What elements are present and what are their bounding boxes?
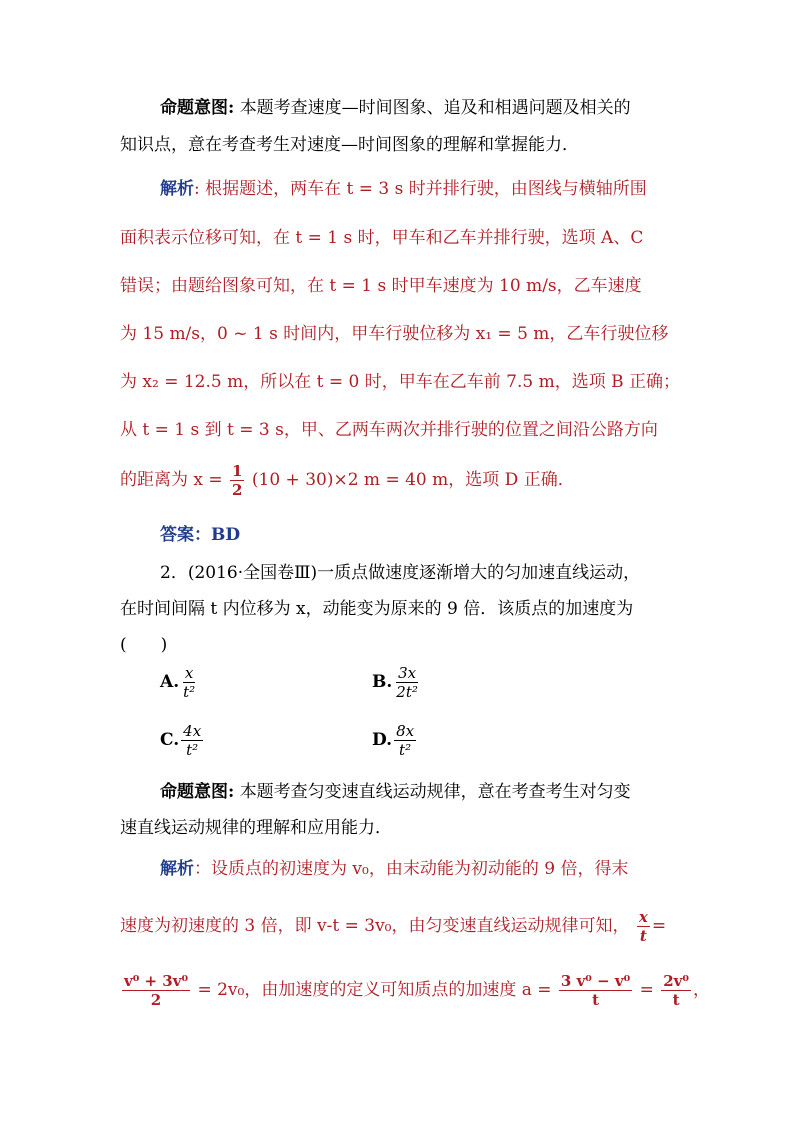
analysis-text-7-pre: 的距离为 x =: [120, 470, 223, 490]
intent-label: 命题意图:: [160, 98, 235, 118]
analysis-label: 解析: [160, 179, 194, 199]
intent2-line-2: 速直线运动规律的理解和应用能力．: [120, 818, 392, 838]
option-b-fraction: [394, 664, 420, 701]
option-d-label: D.: [372, 730, 393, 750]
analysis2-eq: =: [639, 980, 654, 1000]
intent2-label: 命题意图:: [160, 782, 235, 802]
question-stem-3: ( ): [120, 635, 168, 655]
question-stem-2: 在时间间隔 t 内位移为 x，动能变为原来的 9 倍．该质点的加速度为: [120, 599, 634, 619]
option-c-num: 4x: [183, 722, 202, 740]
analysis2-end: ，: [692, 980, 710, 1000]
analysis-line-5: 为 x₂ = 12.5 m，所以在 t = 0 时，甲车在乙车前 7.5 m，选项 B 正确；: [120, 372, 681, 392]
option-a[interactable]: [160, 664, 199, 701]
fraction-numerator: 1: [232, 462, 243, 480]
option-c-label: C.: [160, 730, 180, 750]
option-b-num: 3x: [398, 664, 417, 682]
option-d[interactable]: [372, 722, 418, 759]
option-d-den: t²: [399, 741, 412, 759]
accel-fraction-2-num: 2v⁰: [663, 972, 689, 990]
analysis2-text-1: ：设质点的初速度为 v₀，由末动能为初动能的 9 倍，得末: [194, 859, 629, 879]
intent-text-1: 本题考查速度—时间图象、追及和相遇问题及相关的: [239, 98, 631, 118]
half-fraction: [230, 462, 244, 499]
answer-label: 答案: [160, 525, 194, 545]
option-b-den: 2t²: [396, 683, 418, 701]
answer-line: [160, 523, 240, 547]
analysis2-text-2-pre: 速度为初速度的 3 倍，即 v-t = 3v₀，由匀变速直线运动规律可知，: [120, 916, 630, 936]
analysis2-line-1: [160, 857, 628, 881]
intent2-line-1: [160, 780, 631, 804]
avg-velocity-num: v⁰ + 3v⁰: [124, 972, 189, 990]
analysis2-line-2: [120, 908, 666, 945]
fraction-denominator: 2: [232, 481, 243, 499]
question-stem-1: 2．(2016·全国卷Ⅲ)一质点做速度逐渐增大的匀加速直线运动，: [160, 563, 641, 583]
option-c-fraction: [181, 722, 203, 759]
option-b-label: B.: [372, 672, 393, 692]
intent-line-1: [160, 96, 631, 120]
option-a-label: A.: [160, 672, 180, 692]
option-a-den: t²: [183, 683, 196, 701]
option-b[interactable]: [372, 664, 422, 701]
analysis2-text-2-post: =: [651, 916, 667, 936]
answer-value: ：BD: [194, 525, 241, 545]
avg-velocity-den: 2: [150, 991, 162, 1009]
intent-line-2: 知识点，意在考查考生对速度—时间图象的理解和掌握能力．: [120, 135, 579, 155]
accel-fraction-1-num: 3 v⁰ − v⁰: [560, 972, 631, 990]
accel-fraction-1-den: t: [592, 991, 600, 1009]
analysis-text-1: : 根据题述，两车在 t = 3 s 时并排行驶，由图线与横轴所围: [194, 179, 647, 199]
avg-velocity-fraction: [122, 972, 190, 1009]
analysis2-label: 解析: [160, 859, 194, 879]
analysis-line-2: 面积表示位移可知，在 t = 1 s 时，甲车和乙车并排行驶，选项 A、C: [120, 228, 644, 248]
analysis-line-6: 从 t = 1 s 到 t = 3 s，甲、乙两车两次并排行驶的位置之间沿公路方向: [120, 420, 658, 440]
accel-fraction-1: [559, 972, 632, 1009]
x-over-t-den: t: [639, 927, 647, 945]
x-over-t-fraction: [637, 908, 650, 945]
accel-fraction-2: [661, 972, 691, 1009]
analysis-line-4: 为 15 m/s，0 ~ 1 s 时间内，甲车行驶位移为 x₁ = 5 m，乙车行驶位移: [120, 324, 669, 344]
analysis-text-7-post: (10 + 30)×2 m = 40 m，选项 D 正确．: [251, 470, 575, 490]
option-d-num: 8x: [396, 722, 415, 740]
option-a-fraction: [181, 664, 197, 701]
intent2-text-1: 本题考查匀变速直线运动规律，意在考查考生对匀变: [239, 782, 631, 802]
x-over-t-num: x: [638, 908, 648, 926]
option-c-den: t²: [186, 741, 199, 759]
accel-fraction-2-den: t: [672, 991, 680, 1009]
option-a-num: x: [184, 664, 194, 682]
analysis2-line-3: [120, 972, 710, 1009]
analysis-line-7: [120, 462, 575, 499]
option-d-fraction: [394, 722, 416, 759]
option-c[interactable]: [160, 722, 205, 759]
analysis-line-1: [160, 177, 647, 201]
analysis-line-3: 错误；由题给图象可知，在 t = 1 s 时甲车速度为 10 m/s，乙车速度: [120, 276, 642, 296]
analysis2-text-3-mid: = 2v₀，由加速度的定义可知质点的加速度 a =: [197, 980, 552, 1000]
